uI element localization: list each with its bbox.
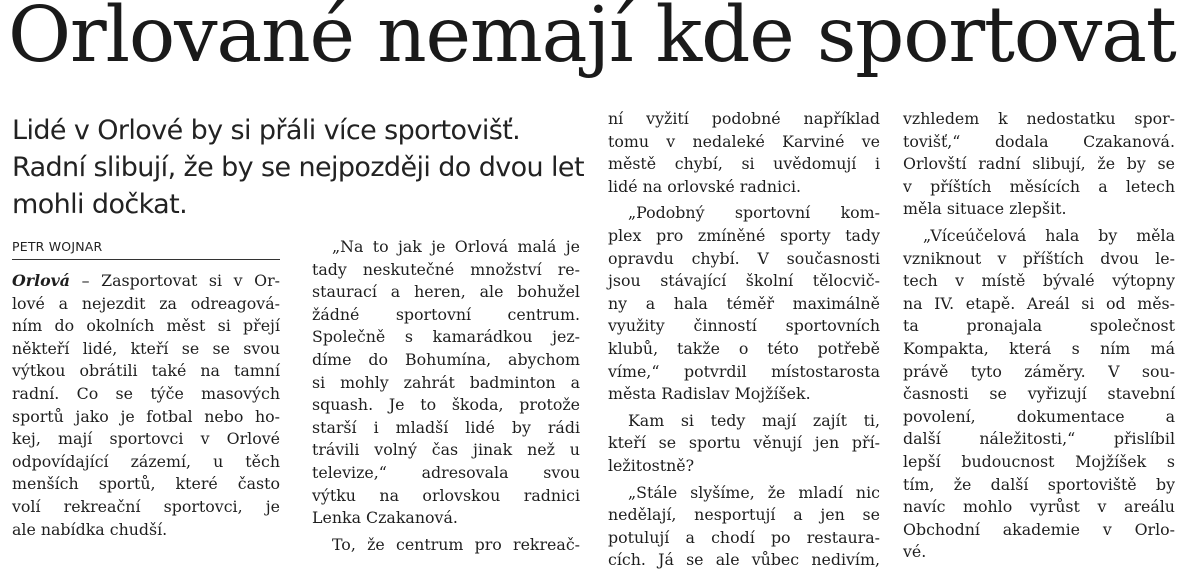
text-line-content: „Podobný sportovní kom-: [628, 203, 880, 223]
text-line-content: někteří lidé, kteří se se svou: [12, 338, 280, 358]
text-line: [903, 451, 1175, 474]
text-line: [903, 541, 1175, 564]
text-line-content: – Zasportovat si v Or-: [70, 271, 280, 290]
text-line: [903, 248, 1175, 271]
text-line-content: kej, mají sportovci v Orlové: [12, 429, 280, 449]
text-line: [608, 108, 880, 131]
text-line-content: města Radislav Mojžíšek.: [608, 384, 811, 404]
text-line: [608, 202, 880, 225]
text-line: [608, 455, 880, 478]
article-column-2: [312, 236, 580, 556]
text-line-content: ale nabídka chudší.: [12, 519, 168, 539]
text-line: [12, 383, 280, 406]
text-line-content: lidé na orlovské radnici.: [608, 176, 802, 196]
text-line: [903, 406, 1175, 429]
text-line-content: menších sportů, které často: [12, 474, 280, 494]
text-line: [903, 474, 1175, 497]
text-line: [903, 383, 1175, 406]
text-line-content: jsou stávající školní tělocvič-: [608, 271, 880, 291]
lead-line: mohli dočkat.: [12, 189, 188, 220]
text-line: [608, 410, 880, 433]
text-line: [903, 225, 1175, 248]
text-line-content: lové a nejezdit za odreagová-: [12, 293, 280, 313]
text-line: [608, 383, 880, 406]
text-line-content: sportů jako je fotbal nebo ho-: [12, 406, 280, 426]
text-line-content: vzhledem k nedostatku spor-: [903, 109, 1175, 128]
text-line: [608, 315, 880, 338]
dateline-place: Orlová: [12, 271, 71, 290]
text-line-content: si mohly zahrát badminton a: [312, 372, 580, 392]
text-line-content: tovišť,“ dodala Czakanová.: [903, 131, 1175, 151]
text-line: [312, 281, 580, 304]
text-line-content: ny a hala téměř maximálně: [608, 293, 880, 313]
text-line-content: staurací a heren, ale bohužel: [312, 282, 580, 302]
text-line: [12, 451, 280, 474]
text-line: [312, 417, 580, 440]
text-line-content: klubů, takže o této potřebě: [608, 338, 880, 358]
text-line-content: opravdu chybí. V současnosti: [608, 248, 880, 268]
text-line-content: na IV. etapě. Areál si od měs-: [903, 293, 1175, 313]
text-line-content: odpovídající zázemí, u těch: [12, 451, 280, 471]
text-line-content: tím, že další sportoviště by: [903, 474, 1175, 494]
text-line: [12, 293, 280, 316]
text-line-content: díme do Bohumína, abychom: [312, 349, 580, 369]
text-line: [608, 270, 880, 293]
text-line-content: radní. Co se týče masových: [12, 383, 280, 403]
text-line-content: ta pronajala společnost: [903, 316, 1175, 336]
text-line-content: „Víceúčelová hala by měla: [923, 225, 1175, 245]
text-line-content: tady neskutečné množství re-: [312, 259, 580, 279]
text-line-content: právě tyto záměry. V sou-: [903, 361, 1175, 381]
text-line: [903, 108, 1175, 131]
text-line-content: další náležitosti,“ přislíbil: [903, 429, 1175, 449]
text-line: [608, 153, 880, 176]
text-line: [608, 482, 880, 505]
text-line-content: Orlovští radní slibují, že by se: [903, 154, 1175, 174]
text-line: [312, 259, 580, 282]
text-line: [312, 372, 580, 395]
text-line-content: volí rekreační sportovci, je: [12, 496, 280, 516]
text-line: [312, 236, 580, 259]
text-line: [312, 394, 580, 417]
text-line: [903, 153, 1175, 176]
text-line-content: starší i mladší lidé by rádi: [312, 417, 580, 437]
text-line-content: v příštích měsících a letech: [903, 176, 1175, 196]
text-line: [312, 439, 580, 462]
text-line: [312, 462, 580, 485]
text-line: [903, 293, 1175, 316]
text-line: [608, 549, 880, 572]
text-line: [903, 361, 1175, 384]
text-line-content: „Na to jak je Orlová malá je: [332, 237, 580, 256]
lead-line: Radní slibují, že by se nejpozději do dvou let: [12, 152, 584, 183]
text-line: [312, 326, 580, 349]
text-line-content: žádné sportovní centrum.: [312, 304, 580, 324]
text-line-content: „Stále slyšíme, že mladí nic: [628, 482, 880, 502]
article-column-1: [12, 270, 280, 541]
text-line-content: televize,“ adresovala svou: [312, 462, 580, 482]
text-line: [608, 432, 880, 455]
text-line-content: ležitostně?: [608, 455, 695, 475]
text-line: [903, 270, 1175, 293]
text-line: [312, 485, 580, 508]
text-line: [608, 338, 880, 361]
text-line-content: squash. Je to škoda, protože: [312, 395, 580, 415]
text-line-content: ní vyžití podobné například: [608, 109, 880, 128]
text-line: [12, 270, 280, 293]
text-line-content: cích. Já se ale vůbec nedivím,: [608, 550, 880, 570]
byline-author: PETR WOJNAR: [12, 239, 103, 254]
text-line-content: trávili volný čas jinak než u: [312, 440, 580, 460]
text-line-content: To, že centrum pro rekreač-: [332, 534, 580, 554]
text-line-content: Společně s kamarádkou jez-: [312, 327, 580, 347]
text-line-content: lepší budoucnost Mojžíšek s: [903, 451, 1175, 471]
text-line: [12, 360, 280, 383]
headline: Orlované nemají kde sportovat: [8, 0, 1176, 80]
text-line: [903, 338, 1175, 361]
text-line-content: výtku na orlovskou radnici: [312, 485, 580, 505]
text-line-content: kteří se sportu věnují jen pří-: [608, 433, 880, 453]
text-line-content: Kompakta, která s ním má: [903, 338, 1175, 358]
text-line: [903, 428, 1175, 451]
text-line-content: vé.: [903, 542, 927, 562]
text-line: [903, 315, 1175, 338]
text-line: [608, 361, 880, 384]
text-line: [312, 304, 580, 327]
text-line: [312, 534, 580, 557]
text-line: [312, 507, 580, 530]
text-line-content: časnosti se vyřizují stavební: [903, 384, 1175, 404]
text-line-content: navíc mohlo vyrůst v areálu: [903, 497, 1175, 517]
text-line-content: potulují a chodí po restaura-: [608, 527, 880, 547]
text-line: [12, 406, 280, 429]
text-line-content: Kam si tedy mají zajít ti,: [628, 410, 880, 430]
text-line-content: vzniknout v příštích dvou le-: [903, 248, 1175, 268]
text-line-content: využity činností sportovních: [608, 316, 880, 336]
text-line-content: městě chybí, si uvědomují i: [608, 154, 880, 174]
text-line: [12, 496, 280, 519]
text-line-content: víme,“ potvrdil místostarosta: [608, 361, 880, 381]
byline-rule: [12, 259, 280, 260]
text-line: [608, 248, 880, 271]
text-line: [12, 428, 280, 451]
text-line: [312, 349, 580, 372]
text-line: [12, 473, 280, 496]
article-column-3: [608, 108, 880, 572]
text-line: [608, 504, 880, 527]
text-line-content: Lenka Czakanová.: [312, 508, 458, 528]
text-line: [903, 496, 1175, 519]
text-line: [608, 225, 880, 248]
text-line-content: měla situace zlepšit.: [903, 199, 1067, 219]
text-line: [608, 131, 880, 154]
text-line: [903, 131, 1175, 154]
text-line: [608, 176, 880, 199]
text-line-content: nedělají, nesportují a jen se: [608, 505, 880, 525]
text-line-content: plex pro zmíněné sporty tady: [608, 225, 880, 245]
article-column-4: [903, 108, 1175, 564]
text-line: [903, 176, 1175, 199]
text-line: [903, 198, 1175, 221]
text-line-content: tomu v nedaleké Karviné ve: [608, 131, 880, 151]
text-line: [608, 293, 880, 316]
text-line-content: tech v místě bývalé výtopny: [903, 271, 1175, 291]
text-line-content: ním do okolních měst si přejí: [12, 316, 280, 336]
text-line-content: povolení, dokumentace a: [903, 406, 1175, 426]
text-line-content: výtkou obrátili také na tamní: [12, 361, 280, 381]
text-line-content: Obchodní akademie v Orlo-: [903, 519, 1175, 539]
lead-paragraph: [12, 112, 592, 223]
lead-line: Lidé v Orlové by si přáli více sportovišť.: [12, 115, 521, 146]
text-line: [12, 338, 280, 361]
text-line: [12, 315, 280, 338]
